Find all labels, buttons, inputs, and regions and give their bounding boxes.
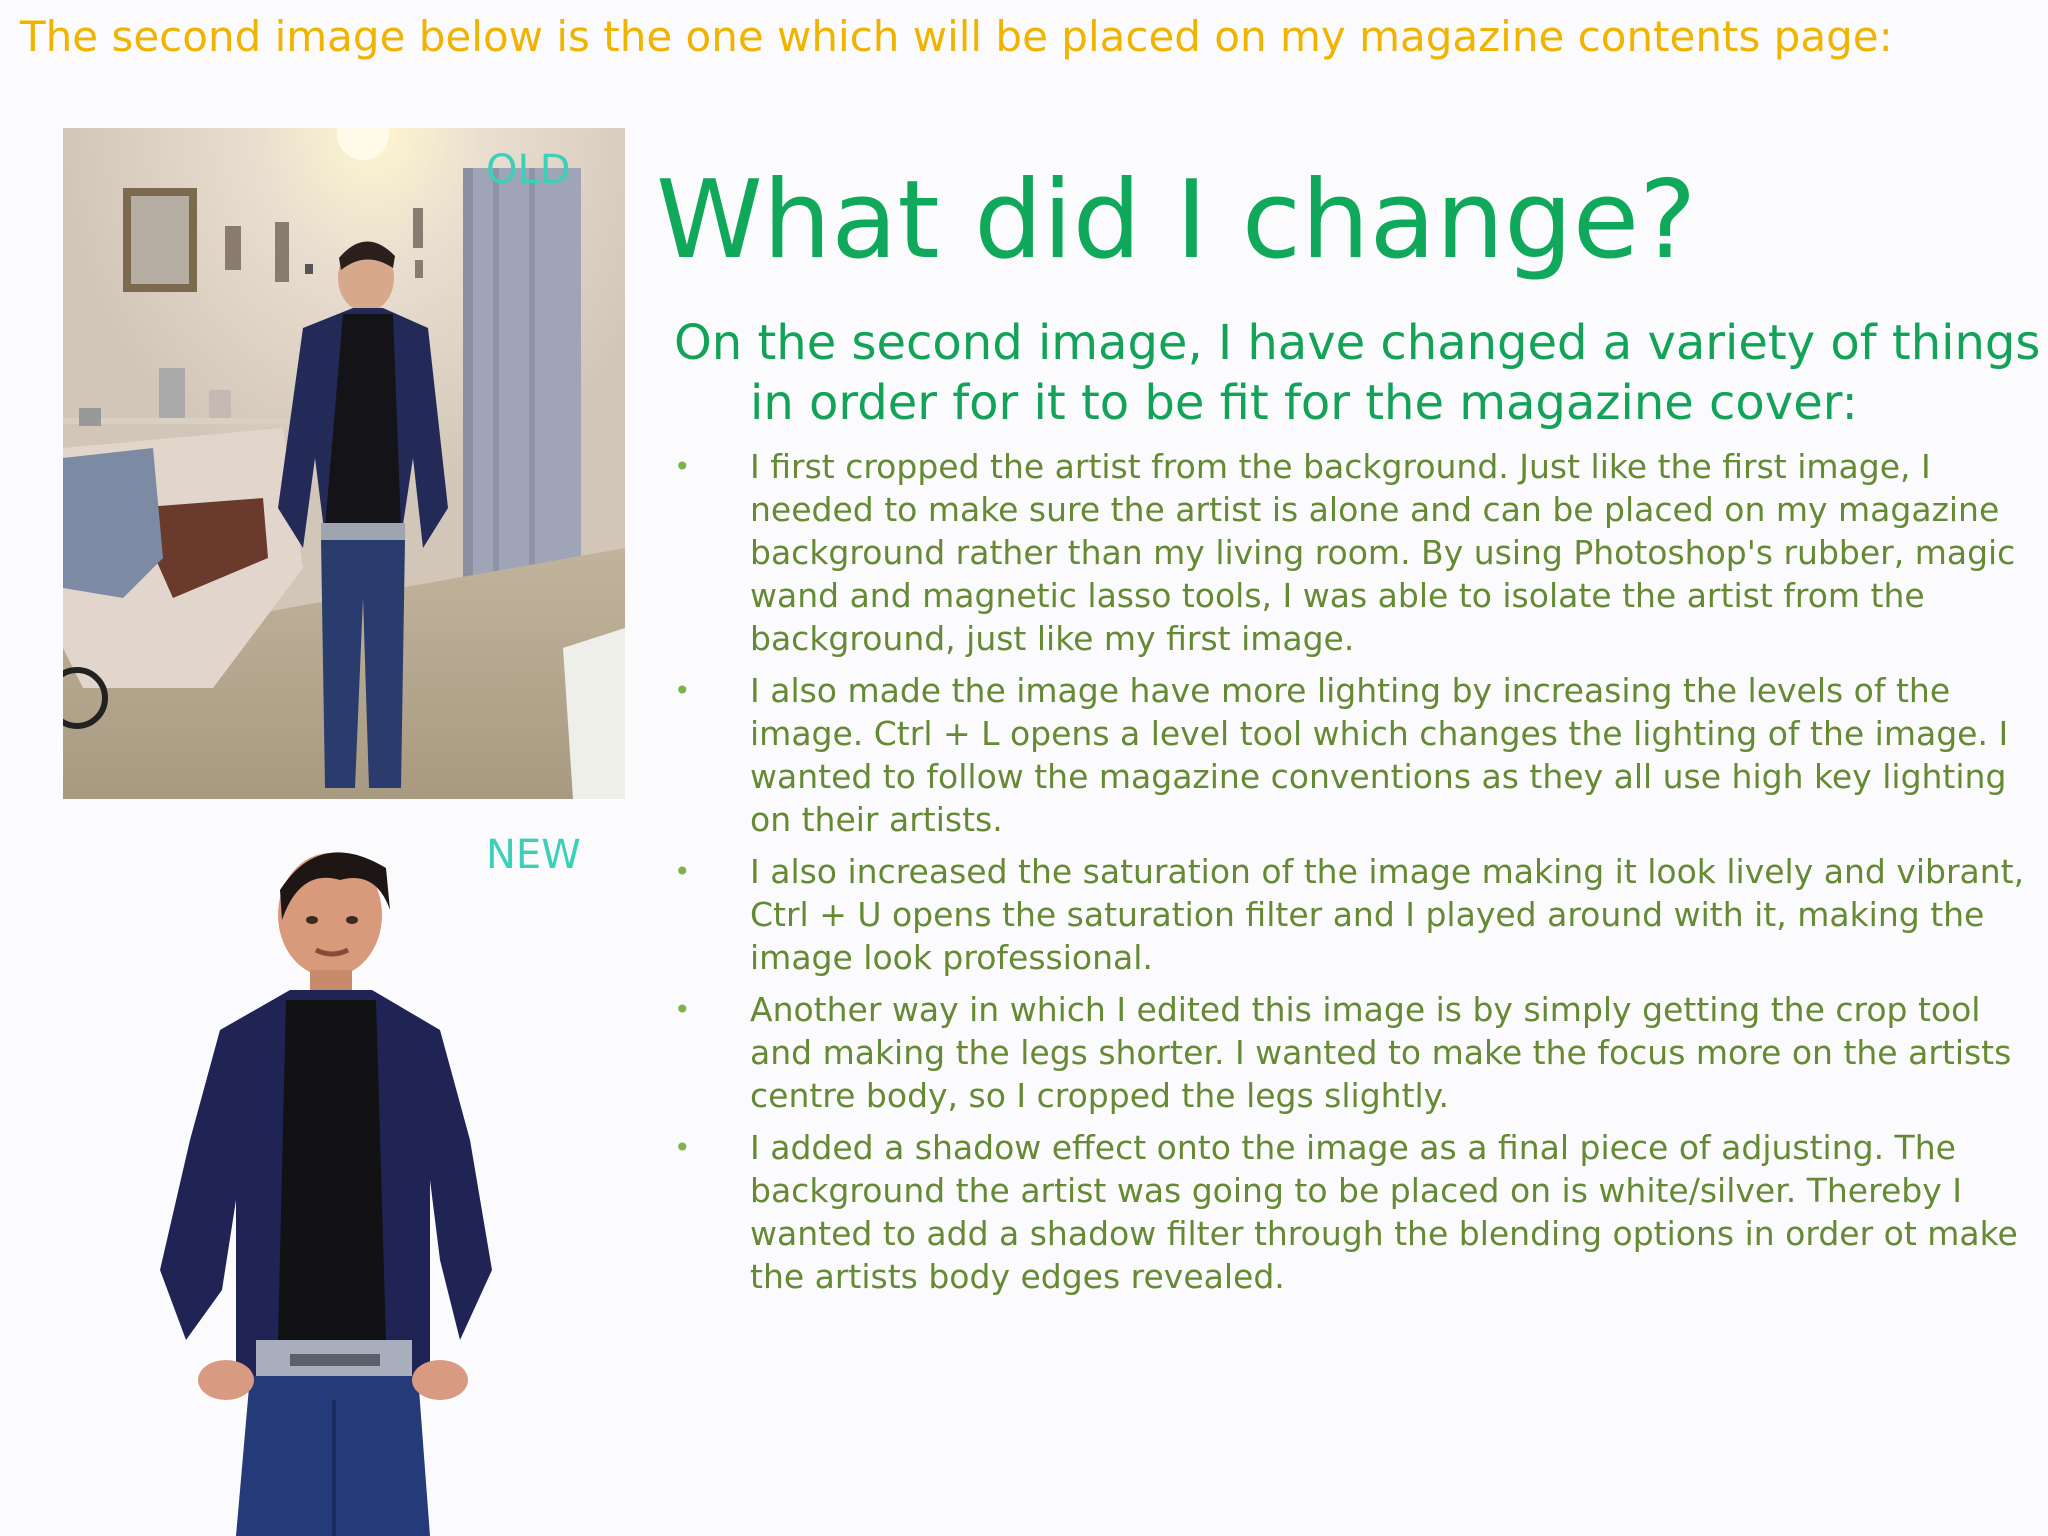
list-item	[674, 1126, 2044, 1298]
list-item	[674, 445, 2044, 660]
bullet-list	[674, 445, 2044, 1307]
list-item	[674, 850, 2044, 979]
list-item	[674, 988, 2044, 1117]
list-item-text: I also increased the saturation of the image making it look lively and vibrant, Ctrl + U opens the saturation filter and I played around with it, making the image look professional.	[750, 852, 2025, 977]
old-label: OLD	[486, 147, 571, 193]
new-photo	[140, 820, 520, 1536]
list-item-text: I also made the image have more lighting by increasing the levels of the image. Ctrl + L opens a level tool which changes the lighting of the image. I wanted to follow the magazine conventions as they all use high key lighting on their artists.	[750, 671, 2009, 839]
list-item-text: I added a shadow effect onto the image as a final piece of adjusting. The background the artist was going to be placed on is white/silver. Thereby I wanted to add a shadow filter through the blending options in order ot make the artists body edges revealed.	[750, 1128, 2018, 1296]
bullet-dot-icon: •	[674, 450, 691, 483]
list-item-text: Another way in which I edited this image is by simply getting the crop tool and making the legs shorter. I wanted to make the focus more on the artists centre body, so I cropped the legs slightly.	[750, 990, 2012, 1115]
bullet-dot-icon: •	[674, 674, 691, 707]
list-item-text: I first cropped the artist from the background. Just like the first image, I needed to make sure the artist is alone and can be placed on my magazine background rather than my living room. By using Photoshop's rubber, magic wand and magnetic lasso tools, I was able to isolate the artist from the background, just like my first image.	[750, 447, 2016, 658]
intro-text: The second image below is the one which will be placed on my magazine contents page:	[20, 12, 1893, 61]
lead-paragraph: On the second image, I have changed a variety of things in order for it to be fit for the magazine cover:	[674, 315, 2041, 431]
old-photo	[63, 128, 625, 799]
bullet-dot-icon: •	[674, 1131, 691, 1164]
new-label: NEW	[486, 832, 581, 878]
bullet-dot-icon: •	[674, 993, 691, 1026]
page-title: What did I change?	[656, 158, 1697, 283]
bullet-dot-icon: •	[674, 855, 691, 888]
list-item	[674, 669, 2044, 841]
